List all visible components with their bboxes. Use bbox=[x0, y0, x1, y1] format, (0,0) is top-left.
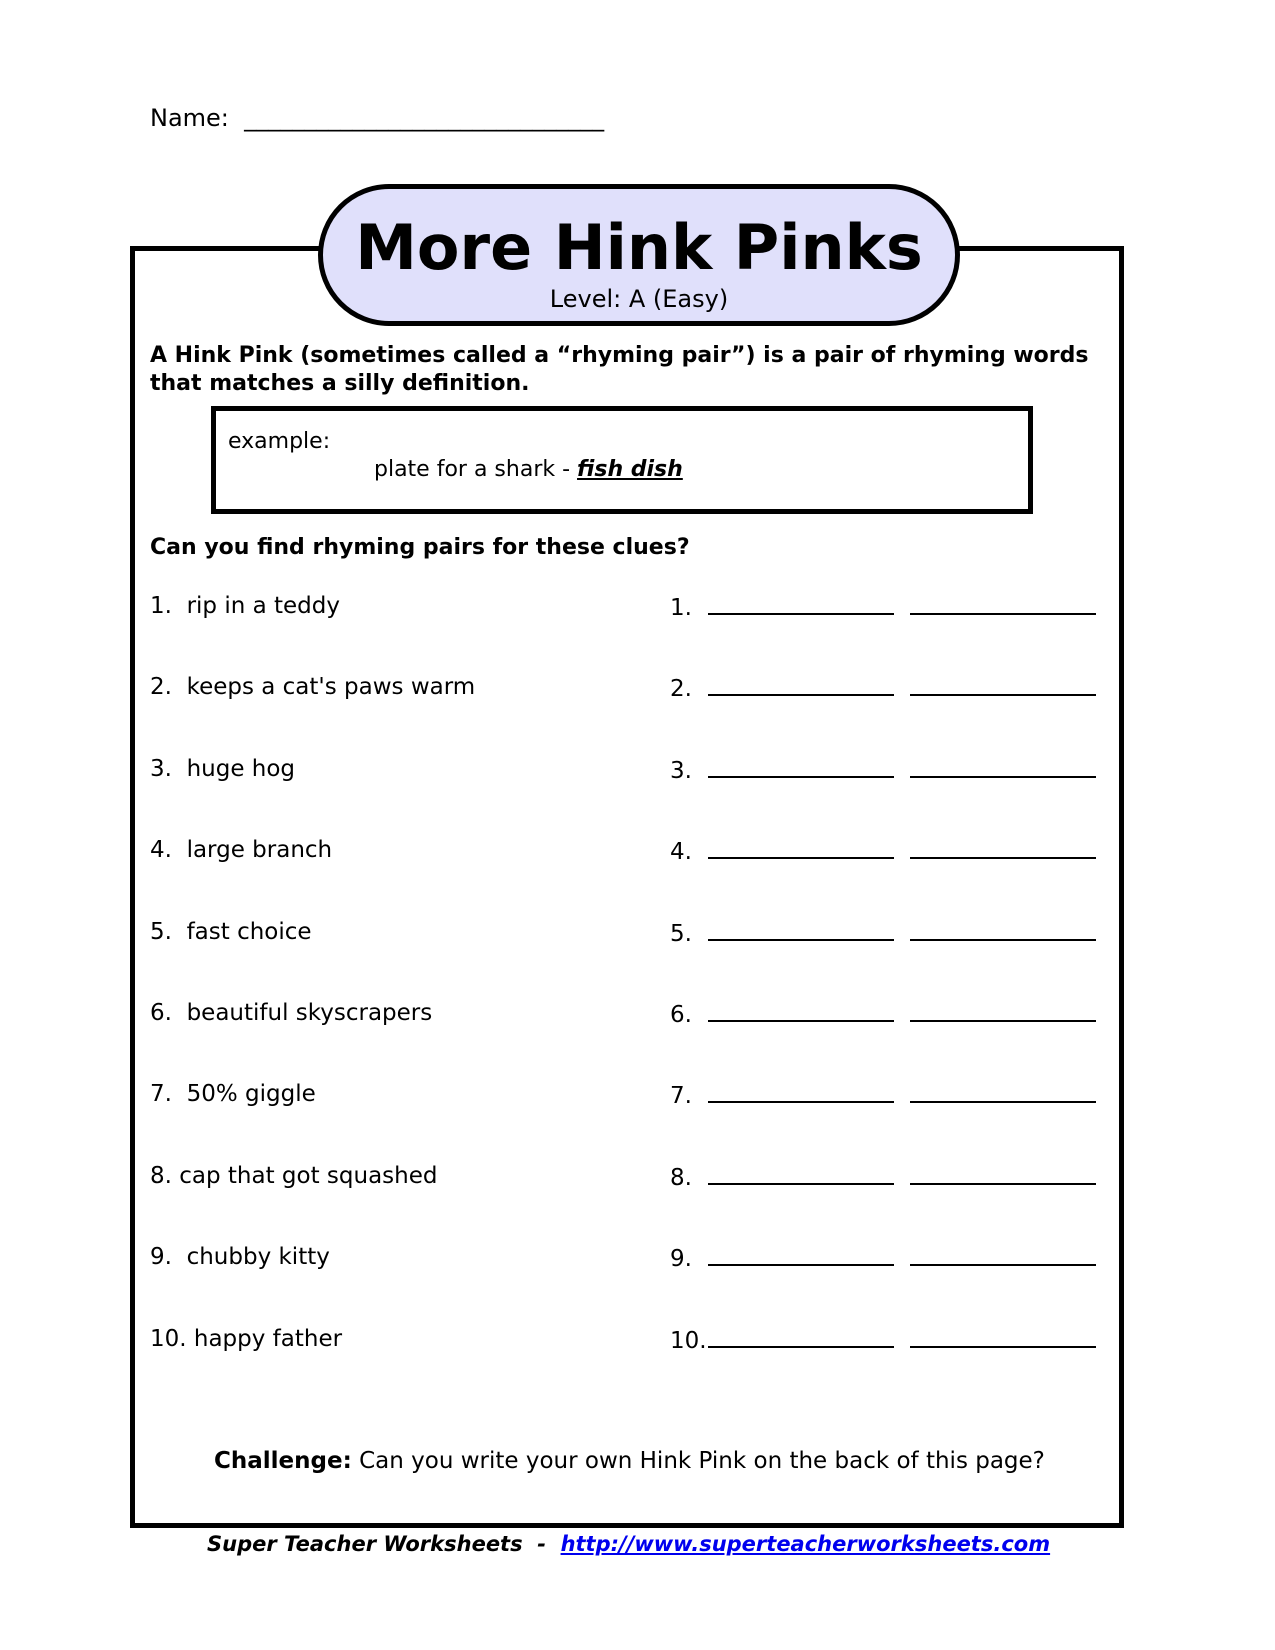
example-clue: plate for a shark - bbox=[374, 457, 578, 482]
title-banner bbox=[318, 184, 960, 326]
footer-brand: Super Teacher Worksheets - bbox=[207, 1532, 561, 1556]
answer-number: 7. bbox=[670, 1083, 692, 1109]
answer-blank-first[interactable] bbox=[708, 1244, 894, 1266]
question-heading: Can you find rhyming pairs for these clues? bbox=[150, 535, 690, 560]
footer-link[interactable]: http://www.superteacherworksheets.com bbox=[560, 1532, 1051, 1556]
answer-blank-second[interactable] bbox=[910, 837, 1096, 859]
challenge-line bbox=[214, 1448, 1045, 1474]
answer-number: 2. bbox=[670, 676, 692, 702]
answer-blank-second[interactable] bbox=[910, 1163, 1096, 1185]
answer-row bbox=[670, 1081, 1096, 1109]
clue-item: 6. beautiful skyscrapers bbox=[150, 1000, 433, 1026]
answer-number: 9. bbox=[670, 1246, 692, 1272]
answer-blank-second[interactable] bbox=[910, 1244, 1096, 1266]
answer-number: 5. bbox=[670, 921, 692, 947]
answer-blank-first[interactable] bbox=[708, 1000, 894, 1022]
difficulty-level: Level: A (Easy) bbox=[549, 285, 729, 313]
clue-item: 4. large branch bbox=[150, 837, 333, 863]
answer-blank-first[interactable] bbox=[708, 1163, 894, 1185]
example-label: example: bbox=[228, 429, 331, 454]
answer-blank-first[interactable] bbox=[708, 919, 894, 941]
answer-number: 6. bbox=[670, 1002, 692, 1028]
answer-blank-second[interactable] bbox=[910, 674, 1096, 696]
answer-blank-second[interactable] bbox=[910, 1081, 1096, 1103]
answer-number: 3. bbox=[670, 758, 692, 784]
answer-row bbox=[670, 1244, 1096, 1272]
clue-item: 9. chubby kitty bbox=[150, 1244, 330, 1270]
clue-item: 2. keeps a cat's paws warm bbox=[150, 674, 476, 700]
answer-row bbox=[670, 593, 1096, 621]
challenge-text: Can you write your own Hink Pink on the back of this page? bbox=[351, 1448, 1045, 1474]
answer-blank-second[interactable] bbox=[910, 919, 1096, 941]
clue-item: 10. happy father bbox=[150, 1326, 343, 1352]
answer-blank-first[interactable] bbox=[708, 1081, 894, 1103]
answer-number: 1. bbox=[670, 595, 692, 621]
answer-blank-second[interactable] bbox=[910, 1326, 1096, 1348]
answer-blank-second[interactable] bbox=[910, 593, 1096, 615]
clue-item: 8. cap that got squashed bbox=[150, 1163, 438, 1189]
clue-item: 5. fast choice bbox=[150, 919, 312, 945]
answer-number: 10. bbox=[670, 1328, 707, 1354]
clue-item: 1. rip in a teddy bbox=[150, 593, 340, 619]
answer-row bbox=[670, 837, 1096, 865]
clue-item: 3. huge hog bbox=[150, 756, 296, 782]
answer-blank-first[interactable] bbox=[708, 593, 894, 615]
answer-row bbox=[670, 919, 1096, 947]
answer-blank-first[interactable] bbox=[708, 674, 894, 696]
answer-row bbox=[670, 1163, 1096, 1191]
answer-number: 4. bbox=[670, 839, 692, 865]
answer-row bbox=[670, 674, 1096, 702]
worksheet-title: More Hink Pinks bbox=[355, 211, 923, 284]
name-field-label: Name: ______________________________ bbox=[150, 104, 605, 132]
answer-blank-second[interactable] bbox=[910, 1000, 1096, 1022]
answer-row bbox=[670, 1000, 1096, 1028]
example-box bbox=[211, 406, 1033, 514]
answer-number: 8. bbox=[670, 1165, 692, 1191]
answer-blank-first[interactable] bbox=[708, 837, 894, 859]
intro-paragraph: A Hink Pink (sometimes called a “rhyming pair”) is a pair of rhyming words that matches a silly definition. bbox=[150, 343, 1089, 396]
answer-row bbox=[670, 756, 1096, 784]
example-text bbox=[374, 457, 683, 482]
footer bbox=[207, 1532, 1050, 1556]
clue-item: 7. 50% giggle bbox=[150, 1081, 316, 1107]
answer-row bbox=[670, 1326, 1096, 1354]
example-answer: fish dish bbox=[577, 457, 683, 482]
challenge-label: Challenge: bbox=[214, 1448, 352, 1474]
answer-blank-second[interactable] bbox=[910, 756, 1096, 778]
answer-blank-first[interactable] bbox=[708, 1326, 894, 1348]
answer-blank-first[interactable] bbox=[708, 756, 894, 778]
